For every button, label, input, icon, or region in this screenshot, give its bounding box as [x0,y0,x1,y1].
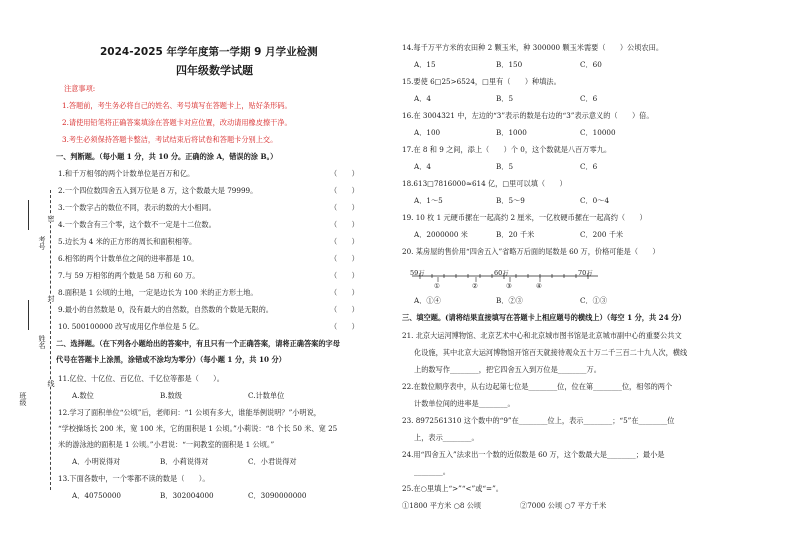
xingming-blank [28,300,29,330]
numline-mark-2: ② [472,282,478,290]
judge-item-6: 6.相邻的两个计数单位之间的进率都是 10。 [58,254,199,263]
binding-line [50,190,51,490]
numline-mark-4: ④ [536,282,542,290]
q19-option-a: A．2000000 米 [414,230,468,239]
judge-item-10: 10. 500100000 改写成用亿作单位是 5 亿。 [58,322,204,331]
section2-heading-line1: 二、选择题。（在下列各小题给出的答案中，有且只有一个正确答案，请将正确答案的字母 [56,339,340,348]
q20-option-c: C．①③ [580,296,608,305]
q21-line1: 21. 北京大运河博物馆、北京艺术中心和北京城市图书馆是北京城市副中心的重要公共文 [402,331,682,340]
judge-item-7: 7.与 59 万相邻的两个数是 58 万和 60 万。 [58,271,200,280]
page-title: 2024-2025 年学年度第一学期 9 月学业检测 [100,46,318,58]
page-subtitle: 四年级数学试题 [176,64,253,77]
judge-item-9: 9.最小的自然数是 0，没有最大的自然数，自然数的个数是无限的。 [58,305,273,314]
judge-paren-4: （ ） [330,220,359,229]
q18-option-c: C．0～4 [580,196,610,205]
section2-heading-line2: 代号在答题卡上涂黑，涂错或不涂均为零分）（每小题 1 分，共 10 分） [56,355,286,364]
q19-text: 19. 10 枚 1 元硬币摞在一起高约 2 厘米，一亿枚硬币摞在一起高约（ ） [402,213,647,222]
numline-mark-1: ① [434,282,440,290]
q14-option-b: B．150 [496,60,523,69]
judge-item-3: 3.一个数字占的数位不同，表示的数的大小相同。 [58,203,216,212]
q17-option-b: B．5 [496,162,514,171]
section1-heading: 一、判断题。（每小题 1 分，共 10 分。正确的涂 A，错误的涂 B。） [56,152,278,161]
q17-option-c: C．6 [580,162,598,171]
q18-text: 18.613□7816000≈614 亿，□里可以填（ ） [402,179,567,188]
numline-mark-3: ③ [506,282,512,290]
q17-option-a: A．4 [414,162,431,171]
q23-line1: 23. 8972561310 这个数中的“9”在________位上，表示________；“5”在________位 [402,416,675,425]
margin-feng: 封 [47,295,55,302]
q16-text: 16.在 3004321 中，左边的“3”表示的数是右边的“3”表示意义的（ ）倍。 [402,111,654,120]
judge-paren-9: （ ） [330,305,359,314]
q11-option-a: A.数位 [72,391,94,400]
notice-item-3: 3.考生必须保持答题卡整洁，考试结束后将试卷和答题卡分别上交。 [62,135,278,144]
q20-text: 20. 某房屋的售价用“四舍五入”省略万后面的尾数是 60 万，价格可能是（ ） [402,247,660,256]
judge-paren-5: （ ） [330,237,359,246]
q12-option-b: B．小莉说得对 [160,457,209,466]
q13-text: 13.下面各数中，一个零都不读的数是（ ）。 [58,474,210,483]
judge-paren-1: （ ） [330,169,359,178]
notice-heading: 注意事项: [64,84,96,93]
q21-line3: 上的数写作________，把它四舍五入到万位是________万。 [414,365,601,374]
q18-option-b: B．5～9 [496,196,525,205]
q12-line3: 米的游泳池的面积是 1 公顷。”小君说：“一间教室的面积是 1 公顷。” [58,440,275,449]
q21-line2: 化设施，其中北京大运河博物馆开馆百天就接待观众五十万二千三百二十九人次，横线 [414,348,688,357]
q14-option-c: C．60 [580,60,602,69]
q17-text: 17.在 8 和 9 之间，添上（ ）个 0，这个数就是八百万零九。 [402,145,612,154]
judge-item-2: 2.一个四位数四舍五入到万位是 8 万，这个数最大是 79999。 [58,186,258,195]
q14-option-a: A．15 [414,60,436,69]
q18-option-a: A．1～5 [414,196,443,205]
judge-item-5: 5.边长为 4 米的正方形的周长和面积相等。 [58,237,197,246]
margin-kaohao-label: 考号 [38,236,46,250]
q24-line2: ________。 [414,467,450,476]
judge-paren-10: （ ） [330,322,359,331]
q12-line2: “学校操场长 200 米，宽 100 米，它的面积是 1 公顷。”小莉说：“8 个长 50 米、宽 25 [58,424,338,433]
q20-option-a: A．①④ [414,296,441,305]
numline-label-60: 60万 [494,269,509,277]
q13-option-b: B．302004000 [160,491,214,500]
numline-label-70: 70万 [578,269,593,277]
numline-label-59: 59万 [410,269,425,277]
q15-option-b: B．5 [496,94,514,103]
kaohao-blank [28,200,29,230]
q12-option-a: A．小明说得对 [72,457,121,466]
judge-paren-2: （ ） [330,186,359,195]
q11-option-c: C.计数单位 [248,391,285,400]
margin-xian: 线 [47,380,55,387]
q20-option-b: B．②③ [496,296,523,305]
judge-item-8: 8.面积是 1 公顷的土地，一定是边长为 100 米的正方形土地。 [58,288,258,297]
judge-item-4: 4.一个数含有三个零，这个数不一定是十二位数。 [58,220,216,229]
q12-line1: 12.学习了面积单位“公顷”后，老师问：“1 公顷有多大，谁能举例说明？”小明说， [58,408,321,417]
q19-option-c: C．200 千米 [580,230,624,239]
judge-paren-8: （ ） [330,288,359,297]
q15-option-a: A．4 [414,94,431,103]
margin-banji-label: 班级 [19,392,27,406]
q25-text: 25.在○里填上“>”“<”或“=”。 [402,484,503,493]
q13-option-a: A．40750000 [72,491,121,500]
q13-option-c: C．3090000000 [248,491,307,500]
q11-option-b: B.数级 [160,391,182,400]
section3-heading: 三、填空题。(请将结果直接填写在答题卡上相应题号的横线上）（每空 1 分，共 24 分） [402,313,686,322]
q25-item-2: ②7000 公顷 ○7 平方千米 [520,501,607,510]
judge-paren-6: （ ） [330,254,359,263]
notice-item-1: 1.答题前，考生务必将自己的姓名、考号填写在答题卡上，贴好条形码。 [62,101,292,110]
q12-option-c: C．小君说得对 [248,457,297,466]
q14-text: 14.每千万平方米的农田种 2 颗玉米，种 300000 颗玉米需要（ ）公顷农田。 [402,43,664,52]
q15-option-c: C．6 [580,94,598,103]
q19-option-b: B．20 千米 [496,230,535,239]
q22-line1: 22.在数位顺序表中，从右边起第七位是________位，位在第________位，相邻的两个 [402,382,673,391]
judge-paren-3: （ ） [330,203,359,212]
q16-option-c: C．10000 [580,128,616,137]
q24-line1: 24.用“四舍五入”法求出一个数的近似数是 60 万，这个数最大是________；最小是 [402,450,665,459]
q23-line2: 上，表示________。 [414,433,479,442]
judge-paren-7: （ ） [330,271,359,280]
margin-mi: 密 [47,215,55,222]
q11-text: 11.亿位、十亿位、百亿位、千亿位等都是（ ）。 [58,374,224,383]
margin-xingming-label: 姓名 [38,335,46,349]
q25-item-1: ①1800 平方米 ○8 公顷 [402,501,482,510]
notice-item-2: 2.请使用铅笔将正确答案填涂在答题卡对应位置，改动请用橡皮擦干净。 [62,118,292,127]
q16-option-b: B．1000 [496,128,527,137]
judge-item-1: 1.和千万相邻的两个计数单位是百万和亿。 [58,169,195,178]
q22-line2: 计数单位间的进率是________。 [414,399,515,408]
q16-option-a: A．100 [414,128,441,137]
q15-text: 15.要使 6□25>6524，□里有（ ）种填法。 [402,77,561,86]
